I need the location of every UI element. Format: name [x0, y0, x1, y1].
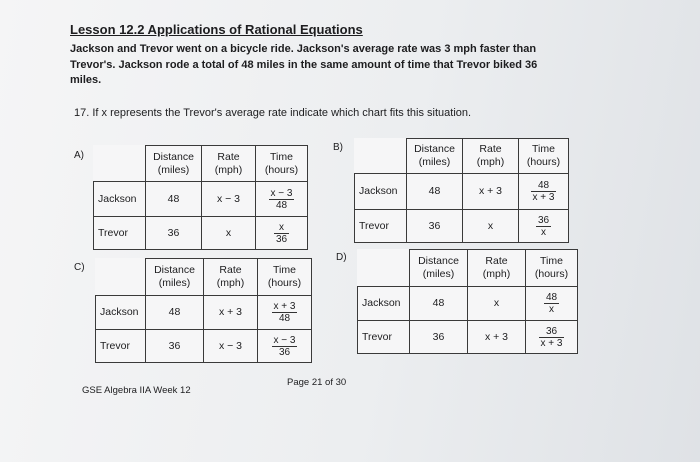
time-fraction: $\frac{36}{x + 3}$	[540, 325, 563, 349]
problem-statement	[70, 42, 570, 89]
option-a-label: A)	[74, 150, 84, 161]
time-header: Time (hours)	[526, 250, 578, 287]
header-row	[355, 139, 569, 174]
problem-line: miles.	[70, 74, 102, 86]
lesson-title: Lesson 12.2 Applications of Rational Equations	[70, 22, 363, 37]
header-row	[96, 259, 312, 296]
header-row	[358, 250, 578, 287]
rate-cell: x − 3	[202, 182, 256, 217]
rate-cell: x	[463, 210, 519, 243]
row-name: Trevor	[96, 330, 146, 363]
option-d-table	[357, 249, 578, 354]
row-name: Trevor	[358, 321, 410, 354]
distance-header: Distance (miles)	[410, 250, 468, 287]
header-row	[94, 146, 308, 182]
table-row	[358, 321, 578, 354]
table-row	[358, 287, 578, 321]
time-fraction: $\frac{36}{x}$	[537, 214, 550, 238]
row-name: Jackson	[358, 287, 410, 321]
row-name: Trevor	[355, 210, 407, 243]
time-fraction: $\frac{48}{x}$	[545, 292, 558, 315]
distance-cell: 48	[146, 182, 202, 217]
rate-cell: x	[468, 287, 526, 321]
distance-cell: 36	[146, 217, 202, 250]
table-row	[96, 296, 312, 330]
option-b-label: B)	[333, 142, 343, 153]
table-row	[96, 330, 312, 363]
option-b-table	[354, 138, 569, 243]
distance-header: Distance (miles)	[146, 259, 204, 296]
rate-header: Rate (mph)	[202, 146, 256, 182]
table-row	[94, 217, 308, 250]
rate-cell: x + 3	[463, 174, 519, 210]
rate-cell: x	[202, 217, 256, 250]
time-cell	[258, 296, 312, 330]
time-fraction: $\frac{x - 3}{36}$	[273, 334, 296, 358]
corner-cell	[355, 139, 407, 174]
option-a-table	[93, 145, 308, 250]
rate-cell: x − 3	[204, 330, 258, 363]
table-row	[355, 210, 569, 243]
page-number: Page 21 of 30	[287, 377, 347, 388]
time-cell	[258, 330, 312, 363]
distance-cell: 36	[410, 321, 468, 354]
course-footer: GSE Algebra IIA Week 12	[82, 385, 191, 396]
question-17: 17. If x represents the Trevor's average rate indicate which chart fits this situation.	[74, 107, 472, 119]
corner-cell	[94, 146, 146, 182]
distance-header: Distance (miles)	[146, 146, 202, 182]
table-row	[355, 174, 569, 210]
rate-header: Rate (mph)	[468, 250, 526, 287]
time-fraction: $\frac{x}{36}$	[275, 221, 288, 245]
distance-header: Distance (miles)	[407, 139, 463, 174]
distance-cell: 48	[407, 174, 463, 210]
time-cell	[526, 321, 578, 354]
option-d-label: D)	[336, 252, 347, 263]
problem-line: Jackson and Trevor went on a bicycle ride. Jackson's average rate was 3 mph faster than	[70, 43, 537, 55]
time-fraction: $\frac{x + 3}{48}$	[273, 301, 296, 324]
rate-header: Rate (mph)	[463, 139, 519, 174]
table-row	[94, 182, 308, 217]
time-cell	[256, 182, 308, 217]
rate-header: Rate (mph)	[204, 259, 258, 296]
time-header: Time (hours)	[256, 146, 308, 182]
row-name: Jackson	[94, 182, 146, 217]
row-name: Jackson	[96, 296, 146, 330]
distance-cell: 36	[407, 210, 463, 243]
corner-cell	[96, 259, 146, 296]
corner-cell	[358, 250, 410, 287]
problem-line: Trevor's. Jackson rode a total of 48 miles in the same amount of time that Trevor biked 36	[70, 58, 538, 71]
time-fraction: $\frac{x - 3}{48}$	[270, 187, 293, 211]
option-c-label: C)	[74, 262, 85, 273]
option-c-table	[95, 258, 312, 363]
time-cell	[256, 217, 308, 250]
time-header: Time (hours)	[519, 139, 569, 174]
time-header: Time (hours)	[258, 259, 312, 296]
row-name: Trevor	[94, 217, 146, 250]
distance-cell: 48	[146, 296, 204, 330]
time-cell	[526, 287, 578, 321]
distance-cell: 36	[146, 330, 204, 363]
rate-cell: x + 3	[204, 296, 258, 330]
time-cell	[519, 174, 569, 210]
row-name: Jackson	[355, 174, 407, 210]
rate-cell: x + 3	[468, 321, 526, 354]
time-cell	[519, 210, 569, 243]
distance-cell: 48	[410, 287, 468, 321]
time-fraction: $\frac{48}{x + 3}$	[532, 180, 555, 203]
